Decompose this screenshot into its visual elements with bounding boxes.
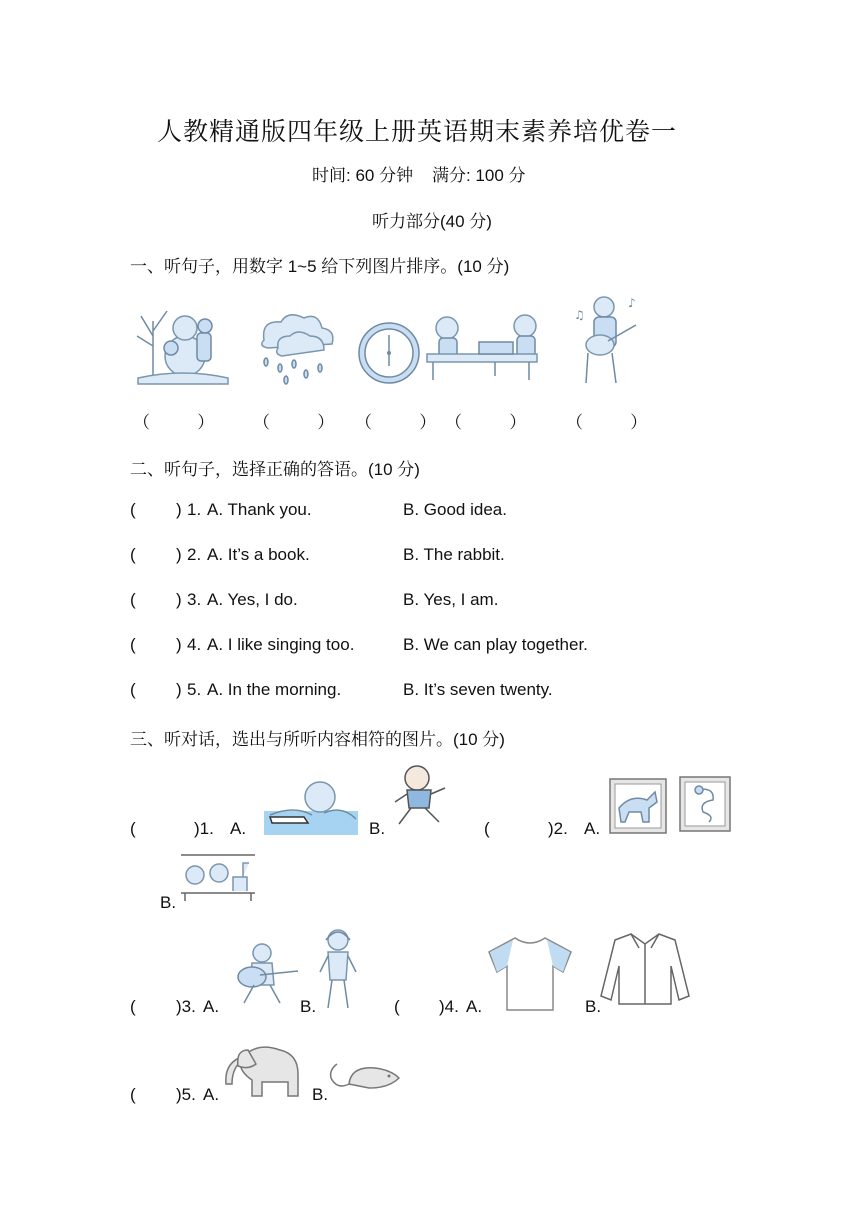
- question-number: 2.: [187, 545, 202, 564]
- section1-heading: 一、听句子，用数字 1~5 给下列图片排序。(10 分): [130, 257, 510, 276]
- shirt-icon: [601, 930, 691, 1006]
- answer-paren-open[interactable]: (: [130, 1085, 136, 1104]
- answer-paren-open[interactable]: (: [130, 680, 136, 699]
- option-b: B. We can play together.: [403, 635, 588, 654]
- horse-stamp-icon: [609, 778, 667, 834]
- swimmer-icon: [264, 775, 358, 835]
- option-b: B. The rabbit.: [403, 545, 505, 564]
- mouse-icon: [329, 1060, 403, 1094]
- rain-cloud-icon: [256, 310, 336, 385]
- option-a: A. It’s a book.: [207, 545, 310, 564]
- question-number: 3.: [187, 590, 202, 609]
- elephant-icon: [218, 1040, 304, 1102]
- snowman-icon: [133, 296, 233, 386]
- running-boy-icon: [391, 762, 451, 832]
- option-a-label: A.: [230, 819, 247, 838]
- listening-part-label: 听力部分(40 分): [372, 212, 492, 231]
- answer-paren-close: ): [176, 680, 182, 699]
- answer-paren-close: ): [176, 590, 182, 609]
- question-number: )1.: [194, 819, 214, 838]
- toy-animals-shelf-icon: [181, 853, 257, 903]
- answer-paren-open[interactable]: (: [130, 590, 136, 609]
- headphone-listener-icon: [316, 928, 360, 1010]
- answer-blank-2[interactable]: （ ）: [253, 413, 335, 432]
- option-b: B. Yes, I am.: [403, 590, 499, 609]
- option-b-label: B.: [160, 893, 177, 912]
- time-info: 时间: 60 分钟 满分: 100 分: [312, 166, 526, 185]
- clock-icon: [358, 322, 420, 384]
- option-a-label: A.: [584, 819, 601, 838]
- question-number: )4.: [439, 997, 459, 1016]
- answer-paren-close: ): [176, 545, 182, 564]
- option-b-label: B.: [369, 819, 386, 838]
- option-b: B. Good idea.: [403, 500, 507, 519]
- guitar-player-icon: [572, 293, 647, 385]
- option-b-label: B.: [585, 997, 602, 1016]
- answer-paren-close: ): [176, 635, 182, 654]
- page-title: 人教精通版四年级上册英语期末素养培优卷一: [157, 117, 678, 146]
- answer-blank-5[interactable]: （ ）: [566, 413, 648, 432]
- option-a-label: A.: [203, 997, 220, 1016]
- answer-blank-4[interactable]: （ ）: [445, 413, 527, 432]
- answer-paren-open[interactable]: (: [130, 819, 136, 838]
- option-b-label: B.: [312, 1085, 329, 1104]
- question-number: 4.: [187, 635, 202, 654]
- answer-paren-open[interactable]: (: [130, 635, 136, 654]
- answer-paren-open[interactable]: (: [394, 997, 400, 1016]
- svg-text:♪: ♪: [628, 296, 636, 310]
- answer-paren-open[interactable]: (: [130, 500, 136, 519]
- guitar-player-icon: [230, 943, 300, 1005]
- option-b: B. It’s seven twenty.: [403, 680, 553, 699]
- question-number: )2.: [548, 819, 568, 838]
- ping-pong-icon: [425, 310, 555, 385]
- answer-paren-open[interactable]: (: [484, 819, 490, 838]
- svg-text:♫: ♫: [574, 308, 585, 322]
- section2-heading: 二、听句子，选择正确的答语。(10 分): [130, 460, 420, 479]
- question-number: 1.: [187, 500, 202, 519]
- answer-paren-close: ): [176, 500, 182, 519]
- option-a-label: A.: [466, 997, 483, 1016]
- option-a: A. Yes, I do.: [207, 590, 298, 609]
- option-b-label: B.: [300, 997, 317, 1016]
- option-a: A. I like singing too.: [207, 635, 355, 654]
- option-a: A. In the morning.: [207, 680, 342, 699]
- question-number: 5.: [187, 680, 202, 699]
- question-number: )3.: [176, 997, 196, 1016]
- option-a: A. Thank you.: [207, 500, 312, 519]
- option-a-label: A.: [203, 1085, 220, 1104]
- question-number: )5.: [176, 1085, 196, 1104]
- section3-heading: 三、听对话，选出与所听内容相符的图片。(10 分): [130, 730, 505, 749]
- dragon-stamp-icon: [679, 776, 731, 832]
- answer-paren-open[interactable]: (: [130, 545, 136, 564]
- answer-paren-open[interactable]: (: [130, 997, 136, 1016]
- answer-blank-3[interactable]: （ ）: [355, 413, 437, 432]
- t-shirt-icon: [487, 936, 573, 1012]
- answer-blank-1[interactable]: （ ）: [133, 413, 215, 432]
